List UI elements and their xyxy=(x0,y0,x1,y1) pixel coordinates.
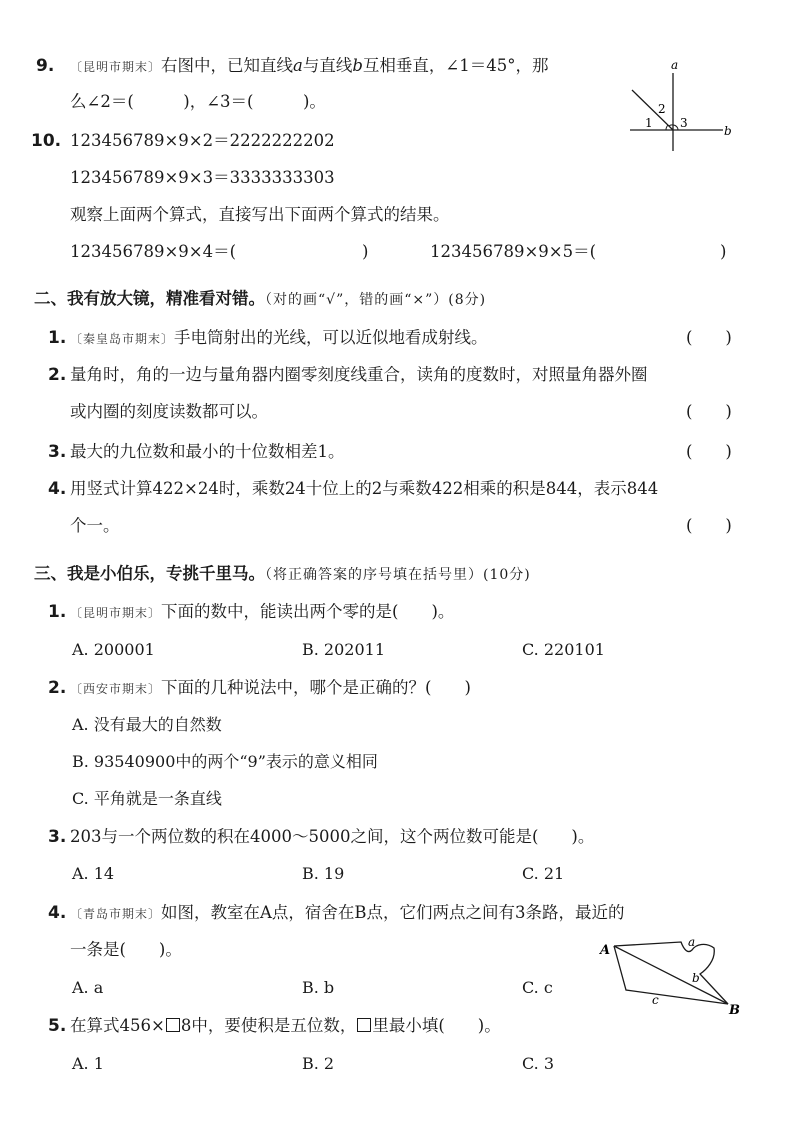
s3-q2-source: 〔西安市期末〕 xyxy=(70,682,162,696)
angle-2-label: 2 xyxy=(658,102,666,116)
s3-q3-option-b[interactable]: B. 19 xyxy=(302,864,345,883)
section-2-note: （对的画“√”，错的画“×”） xyxy=(265,292,449,308)
s2-q1-body: 手电筒射出的光线，可以近似地看成射线。 xyxy=(174,328,488,347)
s2-q1-source: 〔秦皇岛市期末〕 xyxy=(70,332,175,346)
q10-prompt: 观察上面两个算式，直接写出下面两个算式的结果。 xyxy=(70,205,450,224)
s3-q5-text xyxy=(70,1014,501,1038)
path-b-label: b xyxy=(692,971,700,985)
s3-q4-body: 如图，教室在A点，宿舍在B点，它们两点之间有3条路，最近的 xyxy=(161,903,625,922)
s3-q3-option-c[interactable]: C. 21 xyxy=(522,864,565,883)
s3-q5-option-a[interactable]: A. 1 xyxy=(72,1054,104,1073)
q9-source: 〔昆明市期末〕 xyxy=(70,60,162,74)
label-a: a xyxy=(671,58,679,72)
s2-q3-answer-blank[interactable]: ( ) xyxy=(686,442,732,461)
s2-q1-text xyxy=(70,326,488,351)
section-2-title-text: 二、我有放大镜，精准看对错。 xyxy=(34,289,265,308)
q10-ask1: 123456789×9×4＝( xyxy=(70,242,237,261)
s3-q1-option-b[interactable]: B. 202011 xyxy=(302,640,386,659)
s3-q3-number: 3. xyxy=(48,827,67,847)
path-a-label: a xyxy=(688,935,696,949)
s3-q5-text-post2: 里最小填( )。 xyxy=(372,1016,501,1035)
section-3-title xyxy=(34,562,531,587)
s2-q4-number: 4. xyxy=(48,479,67,499)
s3-q2-option-c[interactable]: C. 平角就是一条直线 xyxy=(72,789,222,808)
s2-q3-text: 最大的九位数和最小的十位数相差1。 xyxy=(70,442,345,461)
point-B-label: B xyxy=(729,1003,740,1018)
q9-number: 9. xyxy=(36,56,55,76)
s3-q5-number: 5. xyxy=(48,1016,67,1036)
q9-text3: 互相垂直，∠1＝45°，那 xyxy=(362,56,549,75)
s3-q2-body: 下面的几种说法中，哪个是正确的？( ) xyxy=(161,678,471,697)
q9-line2: 么∠2＝( )，∠3＝( )。 xyxy=(70,92,326,111)
s2-q2-answer-blank[interactable]: ( ) xyxy=(686,402,732,421)
s3-q3-option-a[interactable]: A. 14 xyxy=(72,864,115,883)
s3-q4-option-c[interactable]: C. c xyxy=(522,978,553,997)
angle-1-label: 1 xyxy=(645,116,653,130)
s3-q1-text xyxy=(70,600,454,625)
q10-ask2: 123456789×9×5＝( xyxy=(430,242,597,261)
s2-q2-text2: 或内圈的刻度读数都可以。 xyxy=(70,402,268,421)
s3-q5-text-pre: 在算式456× xyxy=(70,1016,165,1035)
s3-q4-option-b[interactable]: B. b xyxy=(302,978,335,997)
s2-q1-number: 1. xyxy=(48,328,67,348)
s3-q3-text: 203与一个两位数的积在4000～5000之间，这个两位数可能是( )。 xyxy=(70,827,595,846)
s3-q5-option-c[interactable]: C. 3 xyxy=(522,1054,555,1073)
s3-q1-source: 〔昆明市期末〕 xyxy=(70,606,162,620)
s3-q1-number: 1. xyxy=(48,602,67,622)
point-A-label: A xyxy=(600,943,611,958)
q9-line1 xyxy=(70,54,549,79)
angle-3-label: 3 xyxy=(680,116,688,130)
s3-q1-option-a[interactable]: A. 200001 xyxy=(72,640,155,659)
q10-eq2: 123456789×9×3＝3333333303 xyxy=(70,168,335,187)
s2-q3-number: 3. xyxy=(48,442,67,462)
s3-q5-option-b[interactable]: B. 2 xyxy=(302,1054,335,1073)
s3-q5-text-post: 8中，要使积是五位数， xyxy=(180,1016,357,1035)
s3-q4-number: 4. xyxy=(48,903,67,923)
s3-q2-option-b[interactable]: B. 93540900中的两个“9”表示的意义相同 xyxy=(72,752,378,771)
s3-q2-number: 2. xyxy=(48,678,67,698)
s3-q1-body: 下面的数中，能读出两个零的是( )。 xyxy=(161,602,455,621)
blank-square-icon xyxy=(166,1018,180,1032)
s3-q2-option-a[interactable]: A. 没有最大的自然数 xyxy=(72,715,222,734)
section-3-title-text: 三、我是小伯乐，专挑千里马。 xyxy=(34,564,265,583)
label-b: b xyxy=(724,124,732,138)
q9-figure xyxy=(620,55,740,155)
s2-q1-answer-blank[interactable]: ( ) xyxy=(686,328,732,347)
section-2-title xyxy=(34,287,486,312)
s3-q4-text xyxy=(70,901,625,926)
s2-q4-text2: 个一。 xyxy=(70,516,120,535)
s2-q2-text: 量角时，角的一边与量角器内圈零刻度线重合，读角的度数时，对照量角器外圈 xyxy=(70,365,648,384)
s3-q4-option-a[interactable]: A. a xyxy=(72,978,104,997)
q9-var-b: b xyxy=(352,56,363,75)
q10-ask2-close: ) xyxy=(720,242,727,261)
s2-q4-answer-blank[interactable]: ( ) xyxy=(686,516,732,535)
section-3-note: （将正确答案的序号填在括号里） xyxy=(265,567,483,583)
q10-number: 10. xyxy=(31,131,62,151)
q10-ask1-close: ) xyxy=(362,242,369,261)
s2-q2-number: 2. xyxy=(48,365,67,385)
q9-text2: 与直线 xyxy=(302,56,353,75)
q9-text1: 右图中，已知直线 xyxy=(161,56,294,75)
s3-q4-source: 〔青岛市期末〕 xyxy=(70,907,162,921)
path-b xyxy=(614,946,728,1004)
path-c-label: c xyxy=(652,993,659,1007)
q4-path-figure xyxy=(596,930,746,1020)
section-2-score: (8分) xyxy=(448,292,487,308)
q10-eq1: 123456789×9×2＝2222222202 xyxy=(70,131,335,150)
s3-q2-text xyxy=(70,676,471,701)
section-3-score: (10分) xyxy=(483,567,531,583)
blank-square-icon xyxy=(357,1018,371,1032)
s3-q1-option-c[interactable]: C. 220101 xyxy=(522,640,605,659)
s2-q4-text: 用竖式计算422×24时，乘数24十位上的2与乘数422相乘的积是844，表示844 xyxy=(70,479,659,498)
s3-q4-text2: 一条是( )。 xyxy=(70,940,182,959)
q9-var-a: a xyxy=(293,56,303,75)
